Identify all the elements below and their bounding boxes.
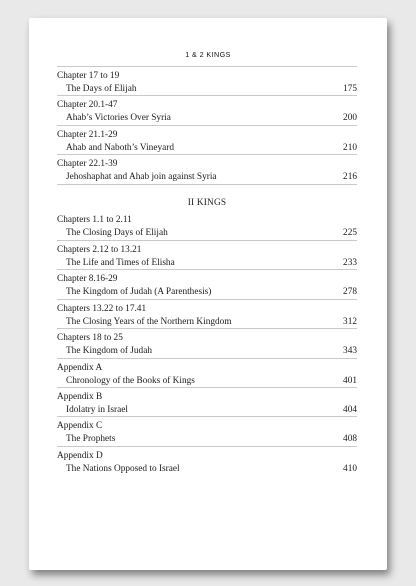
toc-entry [57, 328, 357, 357]
toc-entry-title: Chronology of the Books of Kings [66, 375, 195, 386]
toc-entry-range: Appendix D [57, 450, 103, 461]
toc-entry-page: 216 [343, 172, 357, 183]
toc-entry-page: 404 [343, 404, 357, 415]
toc-entry [57, 66, 357, 95]
toc-entry-title: The Life and Times of Elisha [66, 257, 175, 268]
toc-entry-page: 200 [343, 113, 357, 124]
document-page [29, 18, 387, 570]
toc-entry-range: Appendix C [57, 421, 103, 432]
toc-entry [57, 95, 357, 124]
toc-entry-range: Appendix A [57, 362, 103, 373]
toc-entry-range: Chapter 17 to 19 [57, 71, 120, 81]
toc-entry-title: The Closing Years of the Northern Kingdom [66, 316, 232, 327]
toc-entry-title: The Prophets [66, 434, 116, 445]
toc-entry-page: 343 [343, 346, 357, 357]
toc-entry-range: Chapters 13.22 to 17.41 [57, 303, 147, 314]
toc-entry-title: Ahab’s Victories Over Syria [66, 113, 171, 124]
toc-entry-range: Chapter 21.1-29 [57, 129, 118, 140]
toc-entry-range: Chapters 2.12 to 13.21 [57, 244, 142, 255]
section-title: II KINGS [57, 184, 357, 211]
toc-entry-page: 233 [343, 257, 357, 268]
toc-entry-title: Jehoshaphat and Ahab join against Syria [66, 172, 217, 183]
toc-entry [57, 269, 357, 298]
toc-entry-range: Chapters 18 to 25 [57, 333, 123, 344]
toc-entry [57, 387, 357, 416]
toc-entry-range: Chapter 22.1-39 [57, 159, 118, 170]
toc-entry-page: 278 [343, 287, 357, 298]
toc-entry-range: Chapter 20.1-47 [57, 100, 118, 111]
toc-group-1-kings [57, 66, 357, 184]
toc-entry-range: Appendix B [57, 391, 103, 402]
toc-entry-page: 175 [343, 84, 357, 94]
toc-entry-range: Chapters 1.1 to 2.11 [57, 214, 132, 225]
toc-entry-page: 401 [343, 375, 357, 386]
toc-entry [57, 446, 357, 475]
toc-entry-title: The Days of Elijah [66, 84, 137, 94]
toc-entry-page: 410 [343, 463, 357, 474]
toc-entry-title: The Closing Days of Elijah [66, 227, 168, 238]
toc-entry-title: The Nations Opposed to Israel [66, 463, 180, 474]
toc-entry [57, 154, 357, 183]
toc-entry [57, 416, 357, 445]
toc-entry-title: The Kingdom of Judah (A Parenthesis) [66, 287, 212, 298]
toc-entry [57, 299, 357, 328]
toc-entry [57, 358, 357, 387]
toc-entry-title: Ahab and Naboth’s Vineyard [66, 142, 174, 153]
toc-group-2-kings [57, 211, 357, 476]
table-of-contents [57, 66, 357, 475]
toc-entry-page: 408 [343, 434, 357, 445]
toc-entry-page: 312 [343, 316, 357, 327]
toc-entry-title: Idolatry in Israel [66, 404, 128, 415]
toc-entry [57, 240, 357, 269]
toc-entry-page: 225 [343, 227, 357, 238]
toc-entry [57, 125, 357, 154]
toc-entry-page: 210 [343, 142, 357, 153]
running-head: 1 & 2 KINGS [185, 50, 231, 59]
toc-entry-range: Chapter 8.16-29 [57, 274, 118, 285]
toc-entry-title: The Kingdom of Judah [66, 346, 152, 357]
toc-entry [57, 211, 357, 240]
